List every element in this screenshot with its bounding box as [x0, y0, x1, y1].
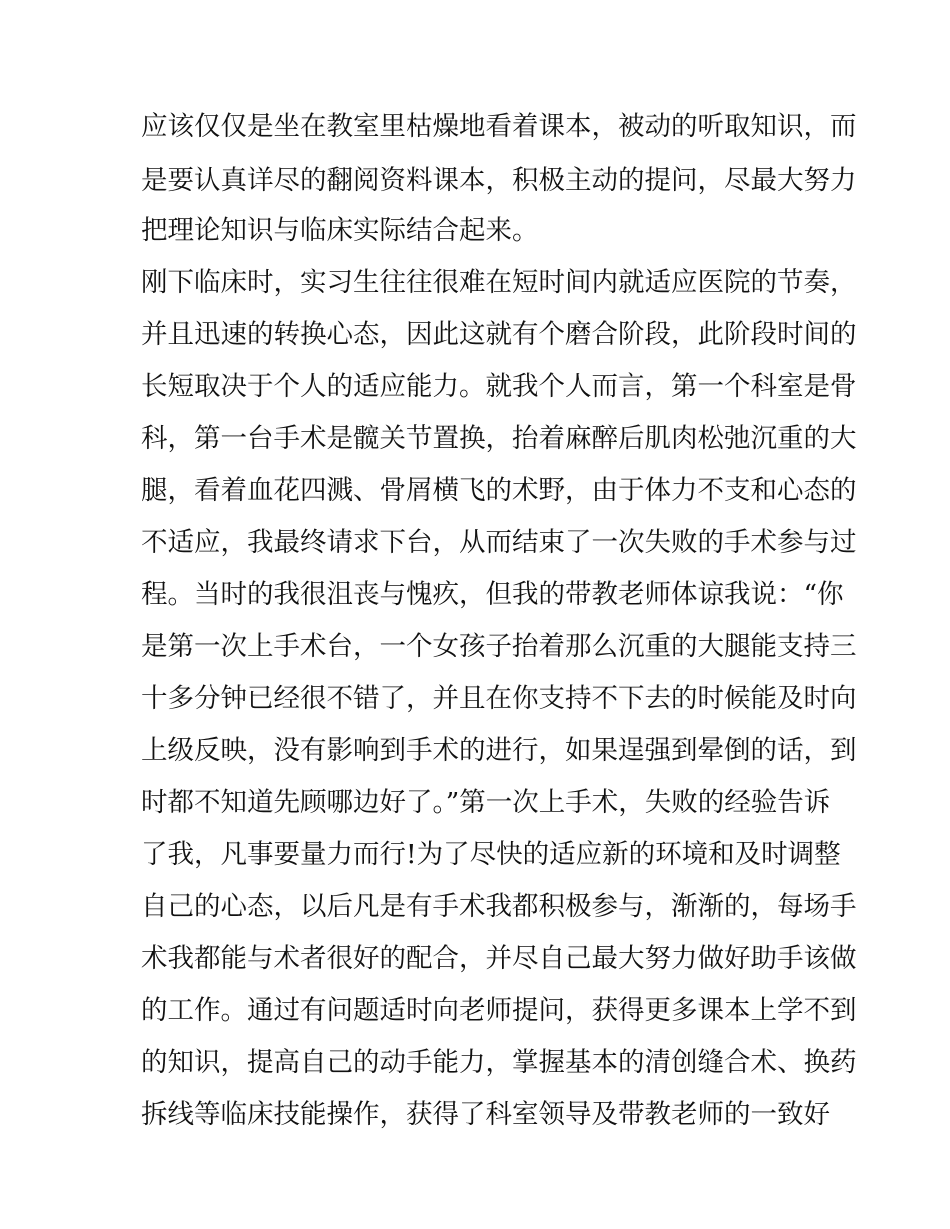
text-line-6: 长短取决于个人的适应能力。就我个人而言，第一个科室是骨	[141, 371, 857, 402]
text-line-8: 腿，看着血花四溅、骨屑横飞的术野，由于体力不支和心态的	[141, 475, 857, 506]
text-line-17: 术我都能与术者很好的配合，并尽自己最大努力做好助手该做	[141, 943, 857, 974]
text-line-4: 刚下临床时，实习生往往很难在短时间内就适应医院的节奏，	[141, 267, 857, 298]
text-line-19: 的知识，提高自己的动手能力，掌握基本的清创缝合术、换药	[141, 1047, 857, 1078]
text-line-12: 十多分钟已经很不错了，并且在你支持不下去的时候能及时向	[141, 683, 857, 714]
text-line-1: 应该仅仅是坐在教室里枯燥地看着课本，被动的听取知识，而	[141, 111, 857, 142]
text-line-7: 科，第一台手术是髋关节置换，抬着麻醉后肌肉松弛沉重的大	[141, 423, 857, 454]
text-line-9: 不适应，我最终请求下台，从而结束了一次失败的手术参与过	[141, 527, 857, 558]
text-line-5: 并且迅速的转换心态，因此这就有个磨合阶段，此阶段时间的	[141, 319, 857, 350]
text-line-3: 把理论知识与临床实际结合起来。	[141, 215, 539, 246]
text-line-18: 的工作。通过有问题适时向老师提问，获得更多课本上学不到	[141, 995, 857, 1026]
text-line-16: 自己的心态，以后凡是有手术我都积极参与，渐渐的，每场手	[141, 891, 857, 922]
text-line-10: 程。当时的我很沮丧与愧疚，但我的带教老师体谅我说：“你	[141, 579, 844, 610]
text-line-2: 是要认真详尽的翻阅资料课本，积极主动的提问，尽最大努力	[141, 165, 857, 196]
text-line-11: 是第一次上手术台，一个女孩子抬着那么沉重的大腿能支持三	[141, 631, 857, 662]
text-line-15: 了我，凡事要量力而行!为了尽快的适应新的环境和及时调整	[141, 839, 841, 870]
text-line-14: 时都不知道先顾哪边好了。”第一次上手术，失败的经验告诉	[141, 787, 831, 818]
text-line-20: 拆线等临床技能操作，获得了科室领导及带教老师的一致好	[141, 1099, 830, 1130]
text-line-13: 上级反映，没有影响到手术的进行，如果逞强到晕倒的话，到	[141, 735, 857, 766]
